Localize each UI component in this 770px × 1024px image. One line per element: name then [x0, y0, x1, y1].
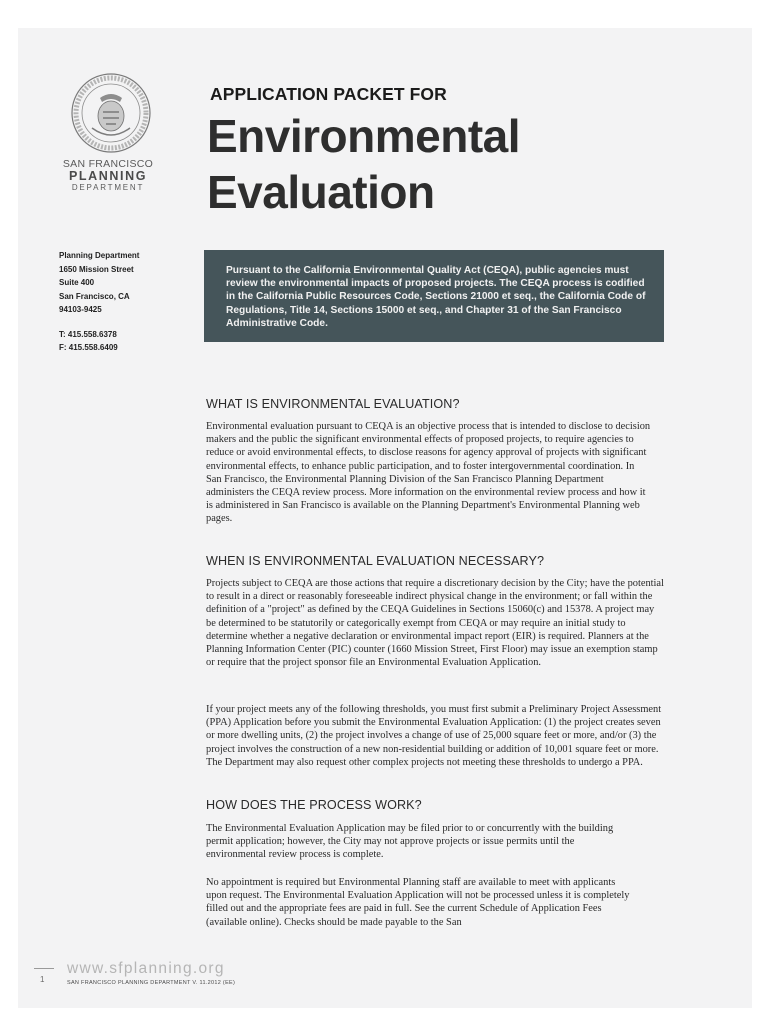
section-paragraph: Environmental evaluation pursuant to CEQA is an objective process that is intended to disclose to decision makers and the public the significant environmental effects of proposed projects, to require agencies to reduce or avoid environmental effects, to disclose reasons for agency approval of projects with significant environmental effects, to enhance public participation, and to foster intergovernmental coordination. In San Francisco, the Environmental Planning Division of the San Francisco Planning Department administers the CEQA review process. More information on the environmental review process and how it is administered in San Francisco is available on the Planning Department's Environmental Planning web pages. — [206, 421, 651, 525]
ceqa-intro-banner: Pursuant to the California Environmental Quality Act (CEQA), public agencies must review the environmental impacts of proposed projects. The CEQA process is codified in the California Public Resources Code, Sections 21000 et seq., the California Code of Regulations, Title 14, Sections 15000 et seq., and Chapter 31 of the San Francisco Administrative Code. — [204, 250, 664, 342]
org-line-3: DEPARTMENT — [71, 183, 145, 192]
section-heading: HOW DOES THE PROCESS WORK? — [206, 798, 422, 812]
document-title — [207, 108, 520, 220]
address-block — [59, 249, 139, 317]
page-number: 1 — [40, 975, 45, 984]
title-line-1: Environmental — [207, 110, 521, 162]
section-paragraph: Projects subject to CEQA are those actions that require a discretionary decision by the City; have the potential to result in a direct or reasonably foreseeable indirect physical change in the environment; or fall within the definition of a "project" as defined by the CEQA Guidelines in Sections 15060(c) and 15378. A project may be determined to be statutorily or categorically exempt from CEQA or may require an initial study to determine whether a negative declaration or environmental impact report (EIR) is required. Planners at the Planning Information Center (PIC) counter (1660 Mission Street, First Floor) may issue an exemption stamp or require that the project sponsor file an Environmental Evaluation Application. — [206, 578, 664, 669]
section-paragraph: No appointment is required but Environmental Planning staff are available to meet with applicants upon request. The Environmental Evaluation Application will not be processed unless it is completely filled out and the appropriate fees are paid in full. See the current Schedule of Application Fees (available online). Checks should be made payable to the San — [206, 877, 630, 928]
org-line-2: PLANNING — [68, 169, 148, 183]
address-line: 94103-9425 — [59, 305, 102, 314]
city-seal-icon — [70, 72, 152, 154]
footer-divider — [34, 968, 54, 969]
fax: F: 415.558.6409 — [59, 343, 118, 352]
department-logo — [56, 158, 160, 194]
section-paragraph: The Environmental Evaluation Application may be filed prior to or concurrently with the building permit application; however, the City may not approve projects or issue permits until the environmental review process is complete. — [206, 823, 614, 861]
address-line: Planning Department — [59, 251, 140, 260]
telephone: T: 415.558.6378 — [59, 330, 117, 339]
address-line: San Francisco, CA — [59, 291, 130, 301]
contact-numbers — [59, 328, 118, 354]
section-heading: WHAT IS ENVIRONMENTAL EVALUATION? — [206, 397, 460, 411]
title-line-2: Evaluation — [207, 166, 435, 218]
address-line: Suite 400 — [59, 278, 95, 287]
footer-note: SAN FRANCISCO PLANNING DEPARTMENT V. 11.2012 (EE) — [67, 980, 236, 986]
website-link[interactable]: www.sfplanning.org — [67, 960, 225, 977]
address-line: 1650 Mission Street — [59, 264, 134, 274]
section-paragraph: If your project meets any of the following thresholds, you must first submit a Preliminary Project Assessment (PPA) Application before you submit the Environmental Evaluation Application: (1) the project creates seven or more dwelling units, (2) the project involves a change of use of 25,000 square feet or more, and/or (3) the project involves the construction of a new non-residential building or addition of 10,001 square feet or more. The Department may also request other complex projects not meeting these thresholds to undergo a PPA. — [206, 704, 662, 768]
org-line-1: SAN FRANCISCO — [62, 158, 154, 170]
section-heading: WHEN IS ENVIRONMENTAL EVALUATION NECESSARY? — [206, 554, 545, 568]
document-kicker: APPLICATION PACKET FOR — [210, 84, 447, 104]
